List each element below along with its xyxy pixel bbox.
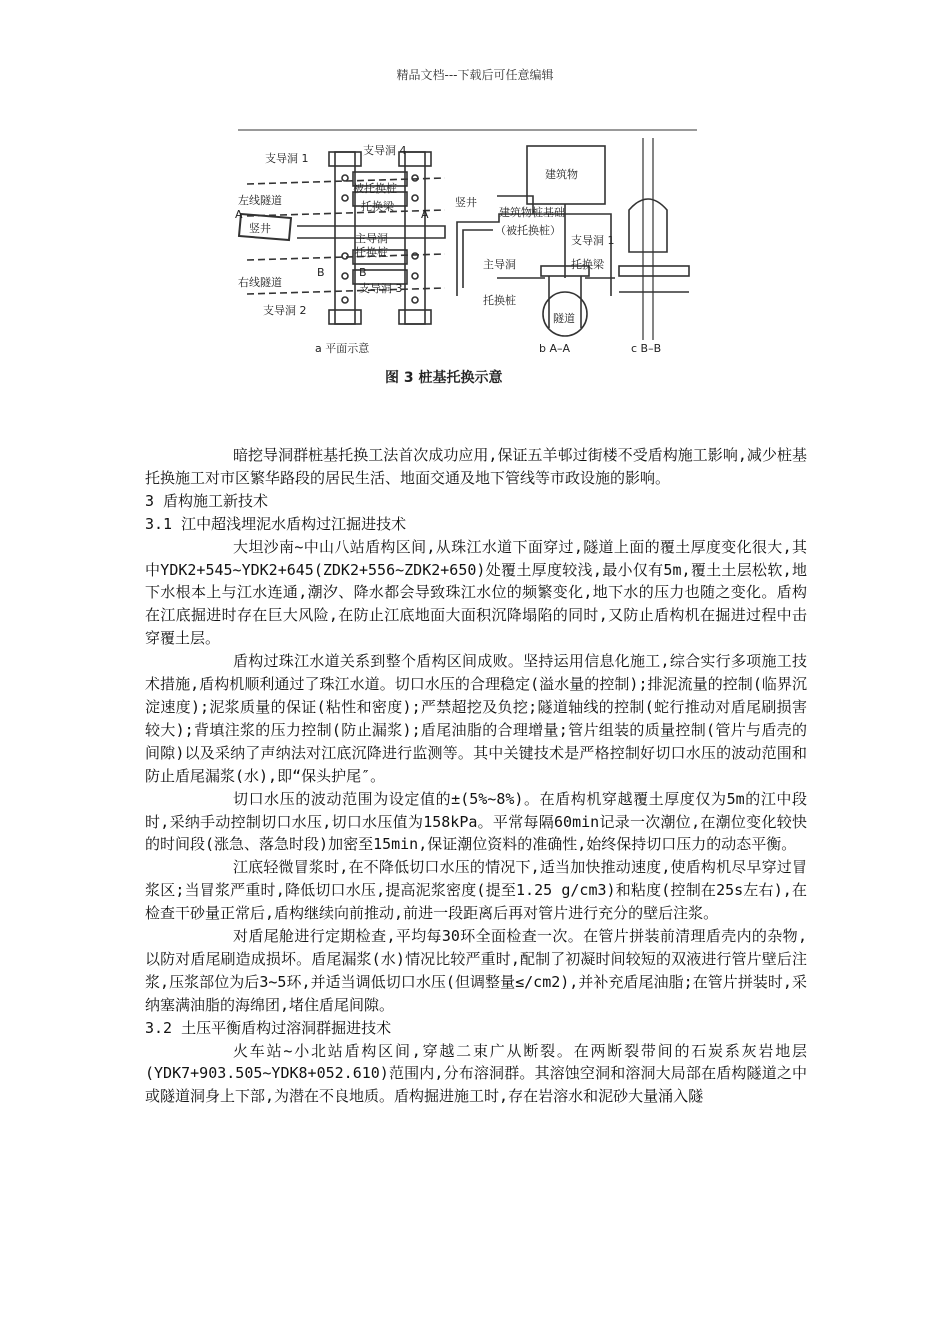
label-B2: B xyxy=(359,266,367,279)
label-left-tunnel: 左线隧道 xyxy=(238,194,282,207)
page-header: 精品文档---下载后可任意编辑 xyxy=(396,68,554,82)
subcaption-c: c B–B xyxy=(631,342,662,355)
label-shaft: 竖井 xyxy=(249,222,271,235)
label-building: 建筑物 xyxy=(545,168,578,181)
paragraph-intro: 暗挖导洞群桩基托换工法首次成功应用,保证五羊邨过街楼不受盾构施工影响,减少桩基托换施工对市区繁华路段的居民生活、地面交通及地下管线等市政设施的影响。 xyxy=(145,446,807,487)
label-guide3: 支导洞 3 xyxy=(359,282,403,295)
label-A1: A xyxy=(235,208,243,221)
label-A2: A xyxy=(421,208,429,221)
label-guide2: 支导洞 2 xyxy=(263,304,307,317)
label-transfer-pile-b: 托换桩 xyxy=(483,294,516,307)
paragraph: 对盾尾舱进行定期检查,平均每30环全面检查一次。在管片拼装前清理盾壳内的杂物,以防对盾尾刷造成损坏。盾尾漏浆(水)情况比较严重时,配制了初凝时间较短的双液进行管片壁后注浆,压浆部位为后3~5环,并适当调低切口水压(但调整量≤/cm2),并补充盾尾油脂;在管片拼装时,采纳塞满油脂的海绵团,堵住盾尾间隙。 xyxy=(145,927,807,1014)
figure-caption: 图 3 桩基托换示意 xyxy=(385,370,503,386)
label-main-tunnel: 主导洞 xyxy=(355,232,388,245)
figure-svg xyxy=(235,118,700,400)
article-body xyxy=(145,444,807,1108)
subcaption-b: b A–A xyxy=(539,342,571,355)
label-replaced-pile: 被托换桩 xyxy=(353,182,397,195)
paragraph: 江底轻微冒浆时,在不降低切口水压的情况下,适当加快推动速度,使盾构机尽早穿过冒浆区;当冒浆严重时,降低切口水压,提高泥浆密度(提至1.25 g/cm3)和粘度(控制在25s左右),在检查干砂量正常后,盾构继续向前推动,前进一段距离后再对管片进行充分的壁后注浆。 xyxy=(145,858,807,923)
label-transfer-pile: 托换桩 xyxy=(355,246,388,259)
label-replaced-pile-paren: （被托换桩） xyxy=(495,224,561,237)
subsection-heading-3-1: 3.1 江中超浅埋泥水盾构过江掘进技术 xyxy=(145,514,407,533)
label-main-tunnel-b: 主导洞 xyxy=(483,258,516,271)
section-heading-3: 3 盾构施工新技术 xyxy=(145,491,269,510)
label-guide1: 支导洞 1 xyxy=(265,152,309,165)
label-tunnel-b: 隧道 xyxy=(553,312,575,325)
paragraph: 火车站~小北站盾构区间,穿越二束广从断裂。在两断裂带间的石炭系灰岩地层(YDK7+903.505~YDK8+052.610)范围内,分布溶洞群。其溶蚀空洞和溶洞大局部在盾构隧道之中或隧道洞身上下部,为潜在不良地质。盾构掘进施工时,存在岩溶水和泥砂大量涌入隧 xyxy=(145,1041,807,1106)
label-guide4: 支导洞 4 xyxy=(363,144,407,157)
label-transfer-beam-b: 托换梁 xyxy=(571,258,604,271)
label-transfer-beam: 托换梁 xyxy=(361,200,394,213)
paragraph: 盾构过珠江水道关系到整个盾构区间成败。坚持运用信息化施工,综合实行多项施工技术措施,盾构机顺利通过了珠江水道。切口水压的合理稳定(溢水量的控制);排泥流量的控制(临界沉淀速度);泥浆质量的保证(粘性和密度);严禁超挖及负挖;隧道轴线的控制(蛇行推动对盾尾刷损害较大);背填注浆的压力控制(防止漏浆);盾尾油脂的合理增量;管片组装的质量控制(管片与盾壳的间隙)以及采纳了声纳法对江底沉降进行监测等。其中关键技术是严格控制好切口水压的波动范围和防止盾尾漏浆(水),即“保头护尾″。 xyxy=(145,652,807,785)
label-shaft-b: 竖井 xyxy=(455,196,477,209)
paragraph: 大坦沙南~中山八站盾构区间,从珠江水道下面穿过,隧道上面的覆土厚度变化很大,其中YDK2+545~YDK2+645(ZDK2+556~ZDK2+650)处覆土厚度较浅,最小仅有5m,覆土土层松软,地下水根本上与江水连通,潮汐、降水都会导致珠江水位的频繁变化,地下水的压力也随之变化。盾构在江底掘进时存在巨大风险,在防止江底地面大面积沉降塌陷的同时,又防止盾构机在掘进过程中击穿覆土层。 xyxy=(145,537,807,648)
figure-pile-transfer xyxy=(235,118,700,400)
label-guide1-b: 支导洞 1 xyxy=(571,234,615,247)
subcaption-a: a 平面示意 xyxy=(315,342,370,355)
label-right-tunnel: 右线隧道 xyxy=(238,276,282,289)
subsection-heading-3-2: 3.2 土压平衡盾构过溶洞群掘进技术 xyxy=(145,1018,392,1037)
label-B1: B xyxy=(317,266,325,279)
label-building-pile: 建筑物桩基础 xyxy=(499,206,565,219)
paragraph: 切口水压的波动范围为设定值的±(5%~8%)。在盾构机穿越覆土厚度仅为5m的江中段时,采纳手动控制切口水压,切口水压值为158kPa。平常每隔60min记录一次潮位,在潮位变化较快的时间段(涨急、落急时段)加密至15min,保证潮位资料的准确性,始终保持切口压力的动态平衡。 xyxy=(145,789,807,854)
